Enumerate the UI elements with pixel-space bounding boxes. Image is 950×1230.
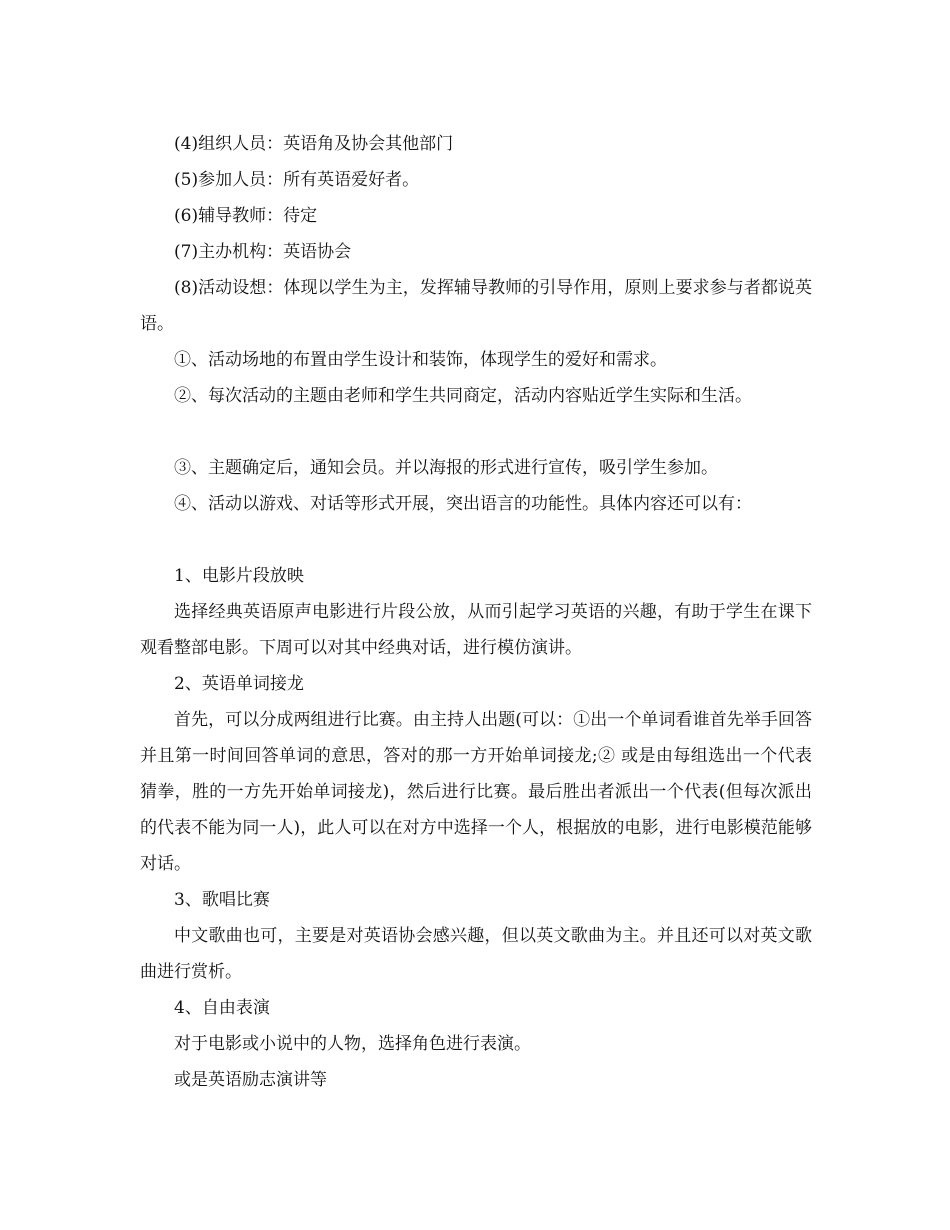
- paragraph-item-4: ④、活动以游戏、对话等形式开展，突出语言的功能性。具体内容还可以有：: [174, 494, 752, 514]
- paragraph-activity-plan: (8)活动设想：体现以学生为主，发挥辅导教师的引导作用，原则上要求参与者都说英语。: [140, 278, 812, 334]
- paragraph-host: (7)主办机构：英语协会: [174, 242, 352, 262]
- section-heading-word-chain: 2、英语单词接龙: [174, 674, 304, 694]
- paragraph-item-2: ②、每次活动的主题由老师和学生共同商定，活动内容贴近学生实际和生活。: [174, 386, 752, 406]
- paragraph-item-3: ③、主题确定后，通知会员。并以海报的形式进行宣传，吸引学生参加。: [174, 458, 718, 478]
- section-heading-movie-clips: 1、电影片段放映: [174, 566, 304, 586]
- paragraph-speech: 或是英语励志演讲等: [174, 1070, 327, 1090]
- paragraph-singing: 中文歌曲也可，主要是对英语协会感兴趣，但以英文歌曲为主。并且还可以对英文歌曲进行赏析。: [140, 926, 812, 982]
- paragraph-item-1: ①、活动场地的布置由学生设计和装饰，体现学生的爱好和需求。: [174, 350, 667, 370]
- section-heading-singing: 3、歌唱比赛: [174, 890, 270, 910]
- section-heading-free-performance: 4、自由表演: [174, 998, 270, 1018]
- paragraph-spacer: [140, 414, 812, 450]
- document-body: [140, 126, 812, 1098]
- paragraph-participants: (5)参加人员：所有英语爱好者。: [174, 170, 420, 190]
- paragraph-movie-clips: 选择经典英语原声电影进行片段公放，从而引起学习英语的兴趣，有助于学生在课下观看整部电影。下周可以对其中经典对话，进行模仿演讲。: [140, 602, 812, 658]
- paragraph-free-performance: 对于电影或小说中的人物，选择角色进行表演。: [174, 1034, 531, 1054]
- paragraph-organizers: (4)组织人员：英语角及协会其他部门: [174, 134, 454, 154]
- paragraph-spacer: [140, 522, 812, 558]
- paragraph-advisor: (6)辅导教师：待定: [174, 206, 318, 226]
- paragraph-word-chain: 首先，可以分成两组进行比赛。由主持人出题(可以：①出一个单词看谁首先举手回答并且第一时间回答单词的意思，答对的那一方开始单词接龙;② 或是由每组选出一个代表猜拳，胜的一方先开始单词接龙)，然后进行比赛。最后胜出者派出一个代表(但每次派出的代表不能为同一人)，此人可以在对方中选择一个人，根据放的电影，进行电影模范能够对话。: [140, 710, 812, 874]
